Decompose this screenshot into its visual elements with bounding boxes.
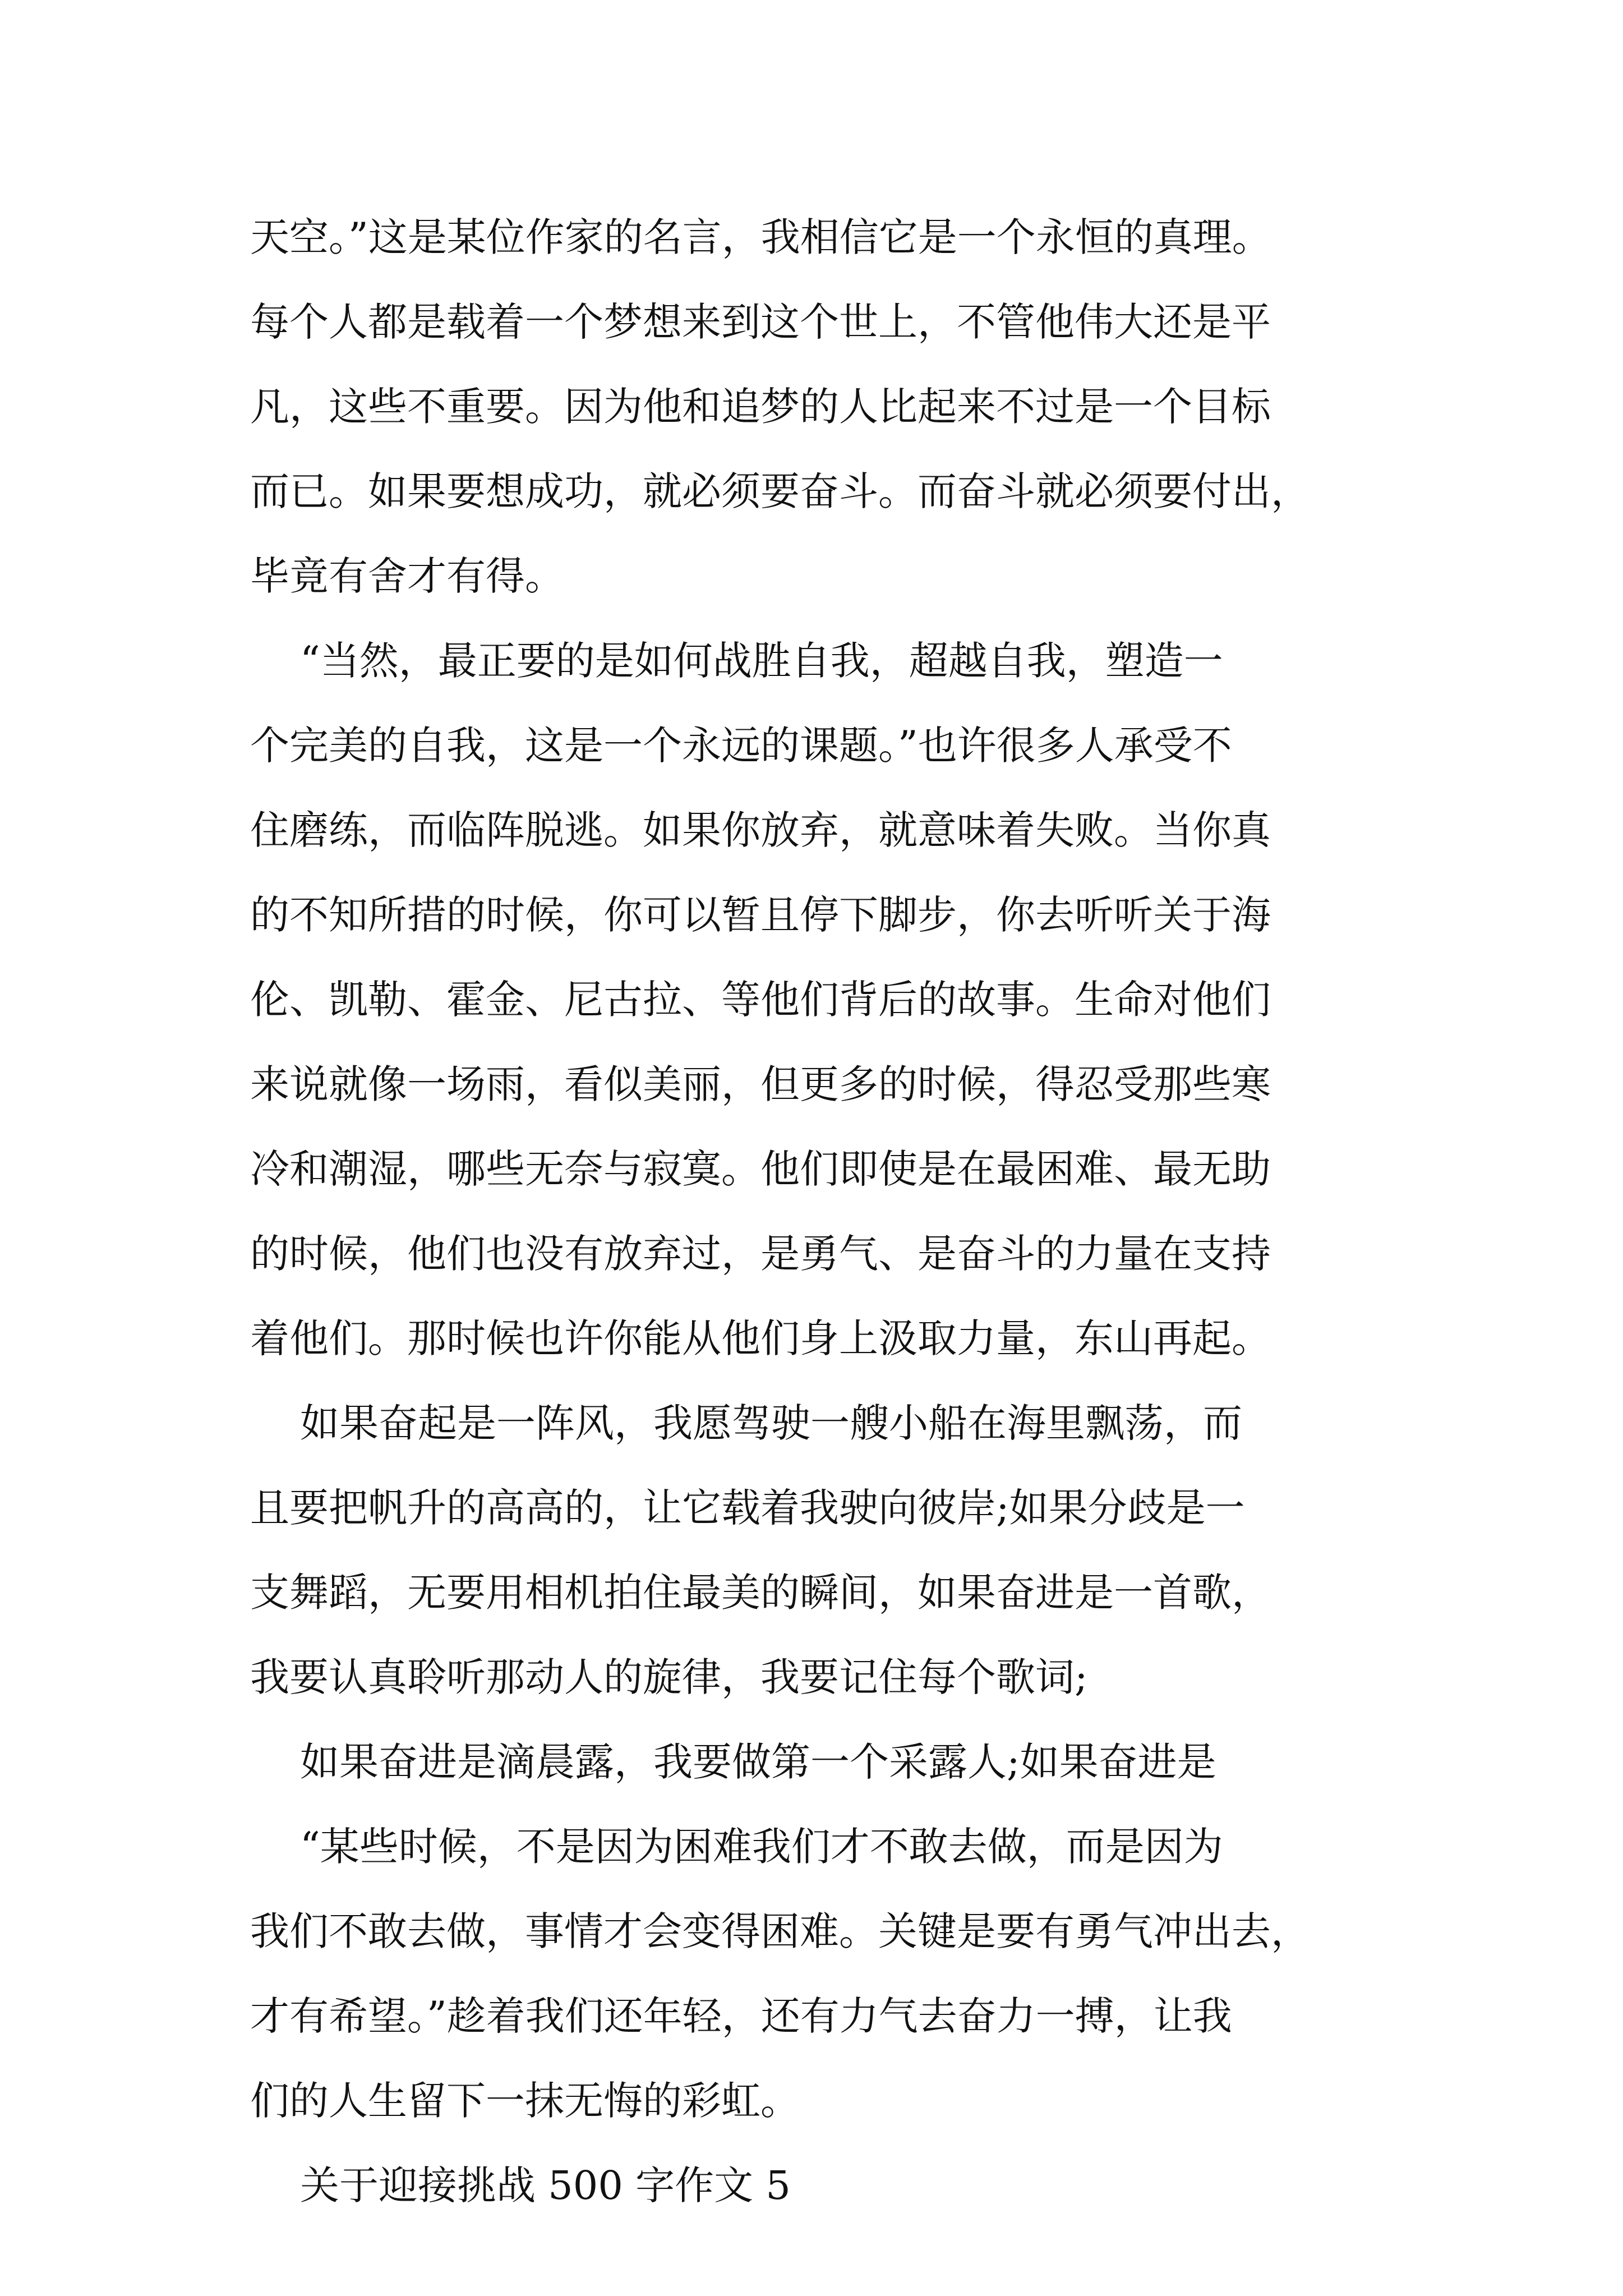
text-line: 如果奋起是一阵风，我愿驾驶一艘小船在海里飘荡，而 [250,1400,1243,1446]
text-line: 且要把帆升的高高的，让它载着我驶向彼岸;如果分歧是一 [250,1485,1245,1531]
text-line: 的不知所措的时候，你可以暂且停下脚步，你去听听关于海 [250,892,1271,938]
text-line: 关于迎接挑战 500 字作文 5 [250,2162,791,2208]
text-line: 们的人生留下一抹无悔的彩虹。 [250,2078,800,2124]
text-line: “当然，最正要的是如何战胜自我，超越自我，塑造一 [250,638,1223,684]
text-line: 着他们。那时候也许你能从他们身上汲取力量，东山再起。 [250,1315,1271,1361]
text-line: 个完美的自我，这是一个永远的课题。”也许很多人承受不 [250,723,1232,769]
text-line: 伦、凯勒、霍金、尼古拉、等他们背后的故事。生命对他们 [250,977,1271,1023]
text-line: 天空。”这是某位作家的名言，我相信它是一个永恒的真理。 [250,214,1271,260]
text-line: 我要认真聆听那动人的旋律，我要记住每个歌词; [250,1654,1088,1700]
text-line: “某些时候，不是因为困难我们才不敢去做，而是因为 [250,1824,1223,1870]
text-line: 冷和潮湿，哪些无奈与寂寞。他们即使是在最困难、最无助 [250,1146,1271,1192]
text-line: 住磨练，而临阵脱逃。如果你放弃，就意味着失败。当你真 [250,807,1271,853]
text-line: 我们不敢去做，事情才会变得困难。关键是要有勇气冲出去， [250,1908,1310,1954]
text-line: 支舞蹈，无要用相机拍住最美的瞬间，如果奋进是一首歌， [250,1570,1271,1616]
text-line: 每个人都是载着一个梦想来到这个世上，不管他伟大还是平 [250,299,1271,345]
text-line: 毕竟有舍才有得。 [250,553,564,599]
text-line: 如果奋进是滴晨露，我要做第一个采露人;如果奋进是 [250,1739,1216,1785]
text-line: 凡，这些不重要。因为他和追梦的人比起来不过是一个目标 [250,384,1271,430]
text-line: 而已。如果要想成功，就必须要奋斗。而奋斗就必须要付出， [250,468,1310,514]
text-line: 的时候，他们也没有放弃过，是勇气、是奋斗的力量在支持 [250,1231,1271,1277]
text-line: 才有希望。”趁着我们还年轻，还有力气去奋力一搏，让我 [250,1993,1232,2039]
text-line: 来说就像一场雨，看似美丽，但更多的时候，得忍受那些寒 [250,1061,1271,1107]
